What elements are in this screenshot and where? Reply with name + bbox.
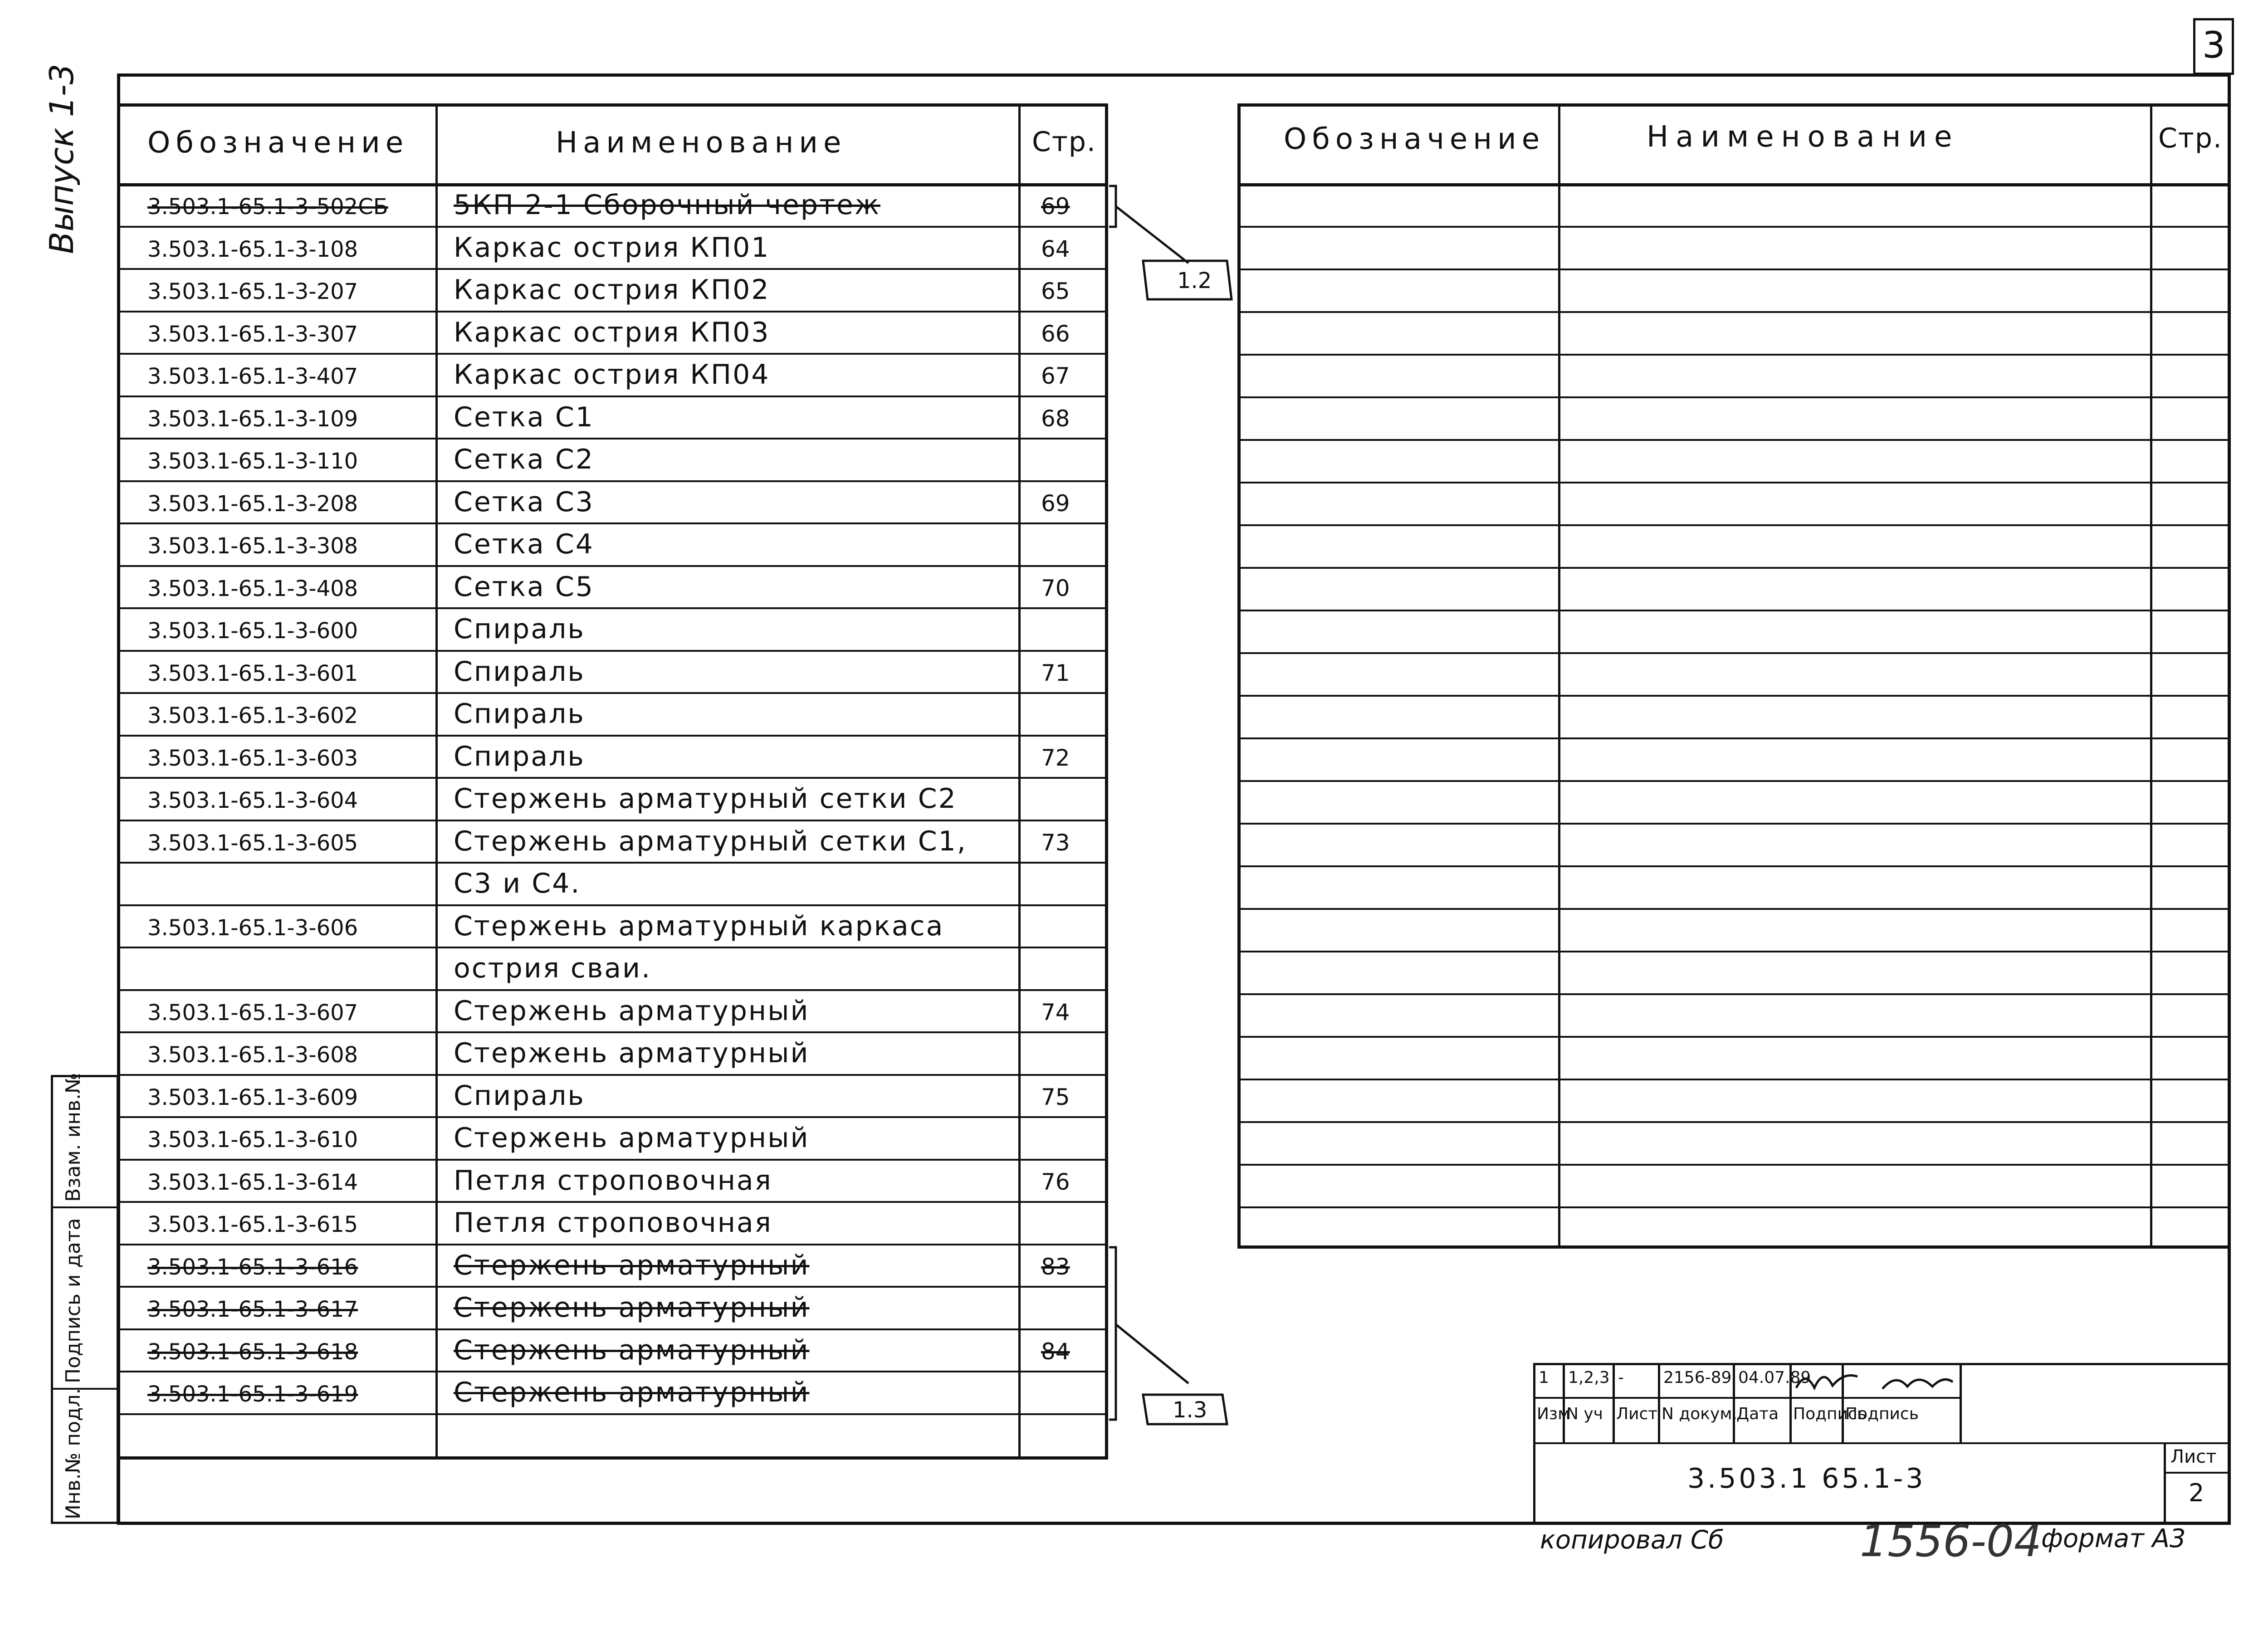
row-designation: 3.503.1-65.1-3-600 [147,618,358,644]
row-designation: 3.503.1-65.1-3-618 [147,1339,358,1365]
change-table-value: - [1618,1368,1624,1387]
row-name: Каркас острия КП03 [454,316,770,348]
row-page: 72 [1041,744,1070,771]
copied-by: копировал Сб [1540,1525,1724,1555]
row-name: острия сваи. [454,952,652,984]
callout-label: 1.2 [1177,268,1212,293]
left-header-designation: Обозначение [147,126,409,160]
change-table-value: 1,2,3 [1568,1368,1610,1387]
side-stamp-label: Инв.№ подл. [62,1388,85,1519]
row-name: Стержень арматурный [454,1292,810,1323]
corner-number: 3 [2202,24,2225,66]
left-header-page: Стр. [1032,126,1097,158]
change-table-header: Подпись [1845,1405,1919,1423]
row-name: Спираль [454,698,585,730]
archive-number: 1556-04 [1860,1516,2042,1567]
row-name: Стержень арматурный [454,1249,810,1281]
row-page: 75 [1041,1084,1070,1110]
change-table-header: Лист [1616,1405,1658,1423]
row-page: 73 [1041,829,1070,856]
row-designation: 3.503.1-65.1-3-502СБ [147,194,388,220]
left-header-name: Наименование [556,126,847,160]
row-page: 83 [1041,1253,1070,1280]
row-designation: 3.503.1-65.1-3-407 [147,364,358,389]
row-name: Петля строповочная [454,1207,772,1239]
change-table-header: N уч [1566,1405,1603,1423]
change-table-value: 1 [1539,1368,1549,1387]
row-designation: 3.503.1-65.1-3-108 [147,236,358,262]
row-name: Петля строповочная [454,1164,772,1196]
row-name: С3 и С4. [454,868,581,899]
row-page: 84 [1041,1338,1070,1365]
row-name: Стержень арматурный сетки С1, [454,825,967,857]
document-designation: 3.503.1 65.1-3 [1687,1463,1926,1494]
row-designation: 3.503.1-65.1-3-610 [147,1127,358,1152]
row-name: Сетка С4 [454,528,594,560]
row-page: 69 [1041,490,1070,517]
right-header-designation: Обозначение [1284,122,1545,156]
row-designation: 3.503.1-65.1-3-601 [147,660,358,686]
row-page: 69 [1041,193,1070,220]
row-name: Спираль [454,613,585,645]
row-page: 66 [1041,320,1070,347]
change-table-header: Подпись [1793,1405,1867,1423]
row-designation: 3.503.1-65.1-3-602 [147,703,358,728]
row-name: Спираль [454,740,585,772]
format-label: формат А3 [2041,1524,2186,1553]
row-name: Стержень арматурный сетки С2 [454,783,957,815]
row-designation: 3.503.1-65.1-3-110 [147,449,358,474]
row-designation: 3.503.1-65.1-3-608 [147,1042,358,1068]
row-designation: 3.503.1-65.1-3-308 [147,533,358,559]
row-designation: 3.503.1-65.1-3-604 [147,788,358,813]
row-designation: 3.503.1-65.1-3-617 [147,1297,358,1322]
row-designation: 3.503.1-65.1-3-109 [147,406,358,432]
row-name: Стержень арматурный каркаса [454,910,944,942]
row-name: Сетка С5 [454,571,594,603]
row-name: Спираль [454,1079,585,1112]
row-name: 5КП 2-1 Сборочный чертеж [454,189,880,221]
row-designation: 3.503.1-65.1-3-614 [147,1169,358,1195]
row-page: 67 [1041,363,1070,389]
row-name: Стержень арматурный [454,1334,810,1366]
row-page: 64 [1041,235,1070,262]
row-designation: 3.503.1-65.1-3-609 [147,1084,358,1110]
row-name: Каркас острия КП01 [454,231,770,264]
row-designation: 3.503.1-65.1-3-607 [147,1000,358,1025]
row-name: Сетка С2 [454,444,594,475]
row-name: Каркас острия КП02 [454,274,770,306]
row-designation: 3.503.1-65.1-3-208 [147,491,358,517]
right-header-page: Стр. [2158,122,2223,154]
row-name: Спираль [454,655,585,688]
side-stamp-label: Подпись и дата [62,1218,85,1383]
sheet-label: Лист [2170,1446,2217,1467]
row-name: Стержень арматурный [454,995,810,1027]
row-designation: 3.503.1-65.1-3-619 [147,1382,358,1407]
row-designation: 3.503.1-65.1-3-615 [147,1212,358,1237]
row-name: Сетка С3 [454,486,594,518]
right-header-name: Наименование [1647,120,1960,154]
sheet-number: 2 [2189,1479,2204,1507]
change-table-value: 04.07.89 [1738,1368,1811,1387]
row-name: Сетка С1 [454,401,594,433]
row-name: Стержень арматурный [454,1122,810,1154]
row-designation: 3.503.1-65.1-3-606 [147,915,358,941]
row-designation: 3.503.1-65.1-3-605 [147,830,358,856]
row-page: 74 [1041,999,1070,1025]
row-page: 68 [1041,405,1070,432]
row-designation: 3.503.1-65.1-3-207 [147,279,358,304]
row-page: 70 [1041,575,1070,601]
row-page: 76 [1041,1168,1070,1195]
row-page: 71 [1041,659,1070,686]
change-table-value: 2156-89 [1663,1368,1732,1387]
row-designation: 3.503.1-65.1-3-616 [147,1254,358,1280]
row-designation: 3.503.1-65.1-3-307 [147,321,358,347]
row-name: Стержень арматурный [454,1037,810,1069]
change-table-header: N докум. [1662,1405,1737,1423]
row-name: Каркас острия КП04 [454,359,770,391]
side-stamp-label: Взам. инв.№ [62,1073,85,1202]
change-table-header: Дата [1736,1405,1779,1423]
row-designation: 3.503.1-65.1-3-603 [147,745,358,771]
callout-label: 1.3 [1173,1397,1207,1423]
row-page: 65 [1041,278,1070,304]
row-name: Стержень арматурный [454,1377,810,1408]
side-label: Выпуск 1-3 [43,63,81,254]
row-designation: 3.503.1-65.1-3-408 [147,576,358,601]
change-table-header: Изм [1537,1405,1570,1423]
